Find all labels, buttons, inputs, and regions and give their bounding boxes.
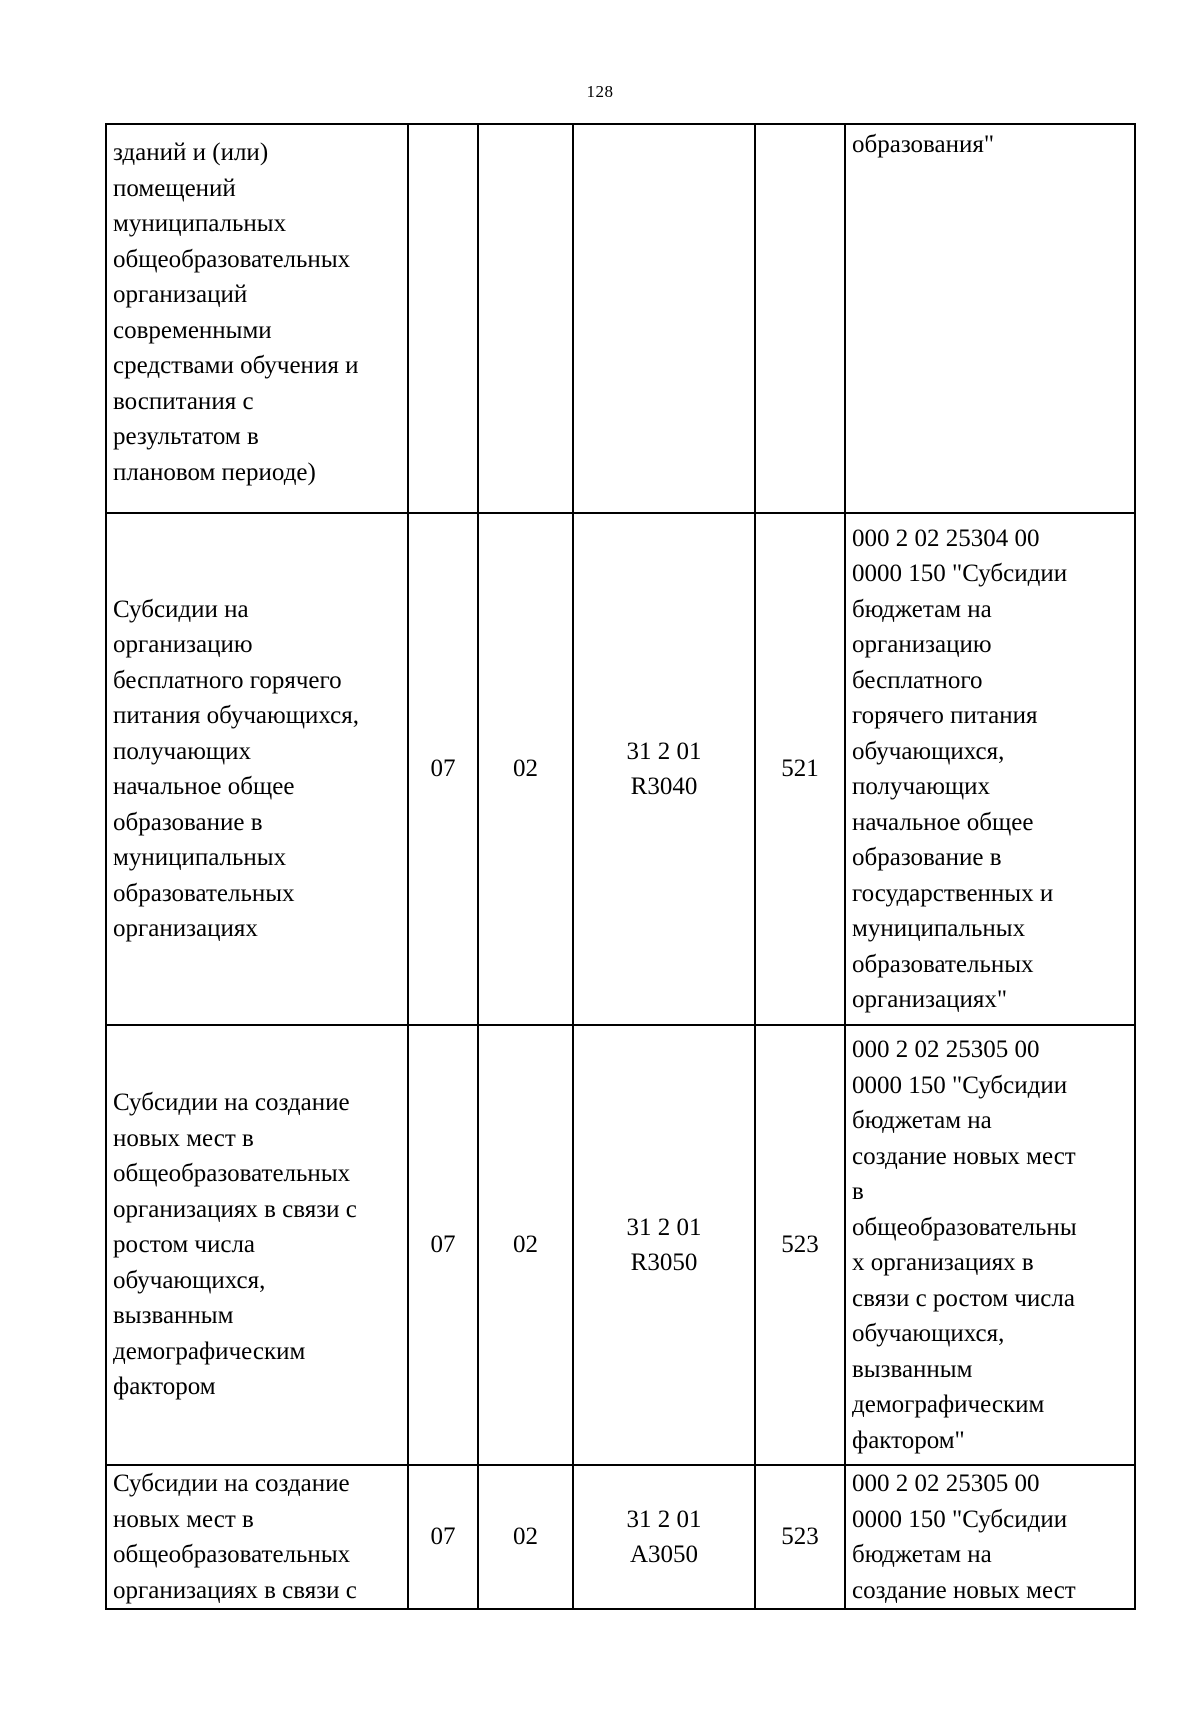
expense-type-cell: 523 <box>755 1465 845 1609</box>
subsection-cell: 02 <box>478 1025 573 1465</box>
table-row <box>106 513 1135 1025</box>
row-name-cell: Субсидии на создание новых мест в общеобразовательных организациях в связи с ростом числа обучающихся, вызванным демографическим фактором <box>106 1025 408 1465</box>
target-article-cell <box>573 124 755 513</box>
row-name-cell: Субсидии на организацию бесплатного горячего питания обучающихся, получающих начальное общее образование в муниципальных образовательных организациях <box>106 513 408 1025</box>
expense-type-cell <box>755 124 845 513</box>
section-cell: 07 <box>408 1025 478 1465</box>
table-row <box>106 1465 1135 1609</box>
section-cell: 07 <box>408 513 478 1025</box>
income-code-cell: образования" <box>845 124 1135 513</box>
row-name-cell: Субсидии на создание новых мест в общеобразовательных организациях в связи с <box>106 1465 408 1609</box>
budget-table <box>105 123 1136 1610</box>
expense-type-cell: 523 <box>755 1025 845 1465</box>
subsection-cell: 02 <box>478 513 573 1025</box>
income-code-cell: 000 2 02 25305 00 0000 150 "Субсидии бюджетам на создание новых мест <box>845 1465 1135 1609</box>
target-article-cell: 31 2 01 R3040 <box>573 513 755 1025</box>
table-row <box>106 124 1135 513</box>
income-code-cell: 000 2 02 25304 00 0000 150 "Субсидии бюджетам на организацию бесплатного горячего питания обучающихся, получающих начальное общее образование в государственных и муниципальных образовательных организациях" <box>845 513 1135 1025</box>
income-code-cell: 000 2 02 25305 00 0000 150 "Субсидии бюджетам на создание новых мест в общеобразовательны х организациях в связи с ростом числа обучающихся, вызванным демографическим фактором" <box>845 1025 1135 1465</box>
table-row <box>106 1025 1135 1465</box>
target-article-cell: 31 2 01 R3050 <box>573 1025 755 1465</box>
section-cell: 07 <box>408 1465 478 1609</box>
subsection-cell <box>478 124 573 513</box>
target-article-cell: 31 2 01 A3050 <box>573 1465 755 1609</box>
section-cell <box>408 124 478 513</box>
expense-type-cell: 521 <box>755 513 845 1025</box>
subsection-cell: 02 <box>478 1465 573 1609</box>
row-name-cell: зданий и (или) помещений муниципальных общеобразовательных организаций современными средствами обучения и воспитания с результатом в плановом периоде) <box>106 124 408 513</box>
page-number: 128 <box>586 82 614 101</box>
